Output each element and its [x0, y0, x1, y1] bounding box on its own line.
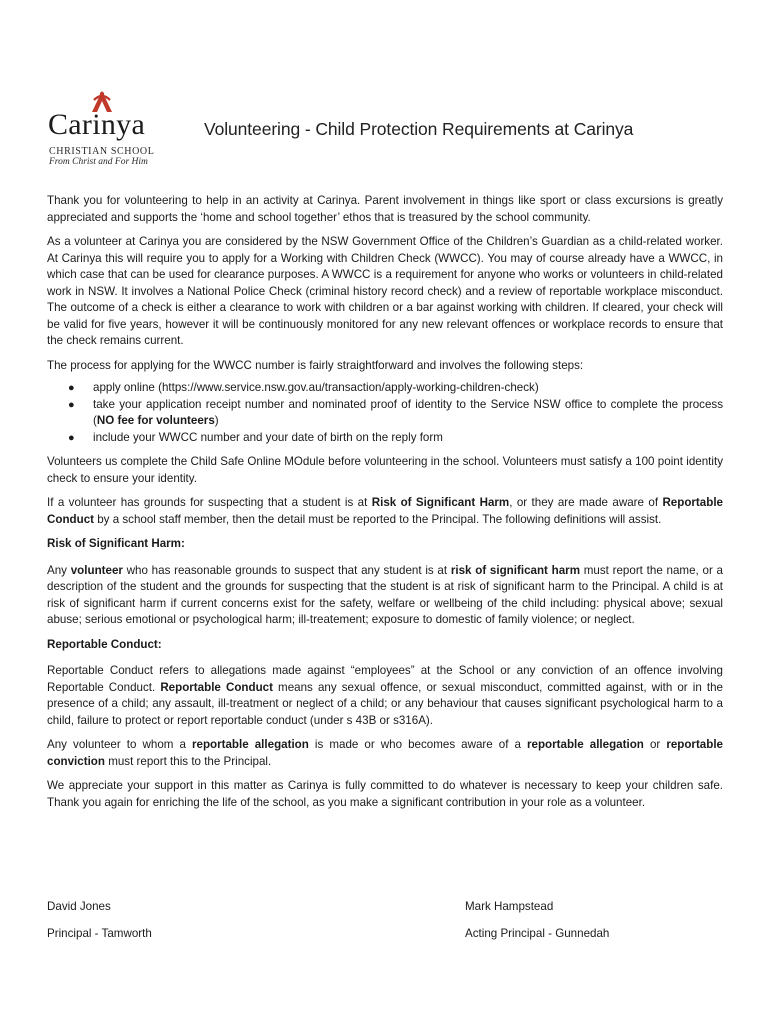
text-run: who has reasonable grounds to suspect that any student is at: [122, 563, 451, 577]
bullet-icon: ●: [68, 398, 75, 411]
allegation-paragraph: [47, 737, 723, 770]
no-fee-emphasis: NO fee for volunteers: [96, 414, 215, 427]
bold-run: Reportable Conduct: [47, 496, 723, 526]
logo-name: Carinya: [48, 108, 146, 141]
text-run: or: [643, 738, 667, 751]
bold-run: reportable allegation: [527, 738, 644, 751]
step-text: include your WWCC number and your date of birth on the reply form: [93, 430, 443, 444]
text-run: means any sexual offence, or sexual misconduct, committed against, with or in the presence of a child; any assault, ill-treatment or neglect of a child; or any behaviour that causes significant psychological harm to a child, failure to protect or report reportable conduct (under s 43B or s316A).: [47, 680, 723, 727]
text-run: , or they are made aware of: [509, 496, 663, 509]
signatory-title-right: Acting Principal - Gunnedah: [465, 927, 610, 940]
logo-motto: From Christ and For Him: [49, 157, 148, 167]
step-text: apply online (https://www.service.nsw.gov.au/transaction/apply-working-children-check): [93, 381, 539, 394]
text-run: Any volunteer to whom a: [47, 738, 192, 751]
process-paragraph: The process for applying for the WWCC number is fairly straightforward and involves the following steps:: [47, 358, 584, 372]
text-run: must report this to the Principal.: [104, 754, 272, 768]
list-item: [68, 397, 723, 430]
document-title: Volunteering - Child Protection Requirements at Carinya: [204, 119, 634, 139]
bullet-icon: ●: [68, 431, 75, 444]
signatory-title-left: Principal - Tamworth: [47, 927, 152, 940]
signatory-name-left: David Jones: [47, 900, 111, 913]
step-text: ): [214, 414, 219, 427]
bold-run: Risk of Significant Harm: [371, 496, 510, 509]
list-item: [68, 380, 723, 397]
text-run: If a volunteer has grounds for suspecting that a student is at: [47, 496, 372, 509]
text-run: Reportable Conduct refers to allegations made against “employees” at the School or any conviction of an offence involving Reportable Conduct.: [47, 664, 723, 694]
logo-school: CHRISTIAN SCHOOL: [49, 146, 155, 157]
bold-run: risk of significant harm: [450, 563, 580, 577]
signatory-name-right: Mark Hampstead: [465, 900, 554, 913]
document-body: [47, 193, 723, 819]
closing-paragraph: We appreciate your support in this matter as Carinya is fully committed to do whatever is necessary to keep your children safe. Thank you again for enriching the life of the school, as you make a significant contribution in your role as a volunteer.: [47, 779, 723, 809]
section-heading-harm: Risk of Significant Harm:: [47, 537, 185, 550]
bold-run: reportable allegation: [191, 738, 309, 751]
text-run: must report the name, or a description of the student and the grounds for suspecting that the student is at risk of significant harm to the Principal. A child is at risk of significant harm if current concerns exist for the safety, welfare or wellbeing of the child including: physical above; sexual abuse; serious emotional or psychological harm; ill-treatement; exposure to domestic of family violence; or neglect.: [47, 563, 723, 626]
text-run: by a school staff member, then the detail must be reported to the Principal. The following definitions will assist.: [94, 512, 662, 526]
module-paragraph: Volunteers us complete the Child Safe Online MOdule before volunteering in the school. Volunteers must satisfy a 100 point identity check to ensure your identity.: [47, 455, 723, 485]
carinya-logo: [44, 88, 174, 174]
section-heading-conduct: Reportable Conduct:: [47, 637, 162, 651]
bold-run: Reportable Conduct: [160, 680, 273, 694]
harm-paragraph: [47, 563, 723, 629]
conduct-paragraph: [47, 663, 723, 729]
intro-paragraph: Thank you for volunteering to help in an activity at Carinya. Parent involvement in things like sport or class excursions is greatly appreciated and supports the ‘home and school together’ ethos that is treasured by the school community.: [47, 194, 723, 224]
step-text: take your application receipt number and nominated proof of identity to the Service NSW office to complete the process (: [93, 397, 723, 427]
grounds-paragraph: [47, 495, 723, 528]
bold-run: reportable conviction: [47, 738, 724, 768]
text-run: Any: [47, 563, 71, 577]
bullet-icon: ●: [68, 382, 75, 394]
list-item: [68, 430, 723, 447]
bold-run: volunteer: [70, 563, 123, 577]
wwcc-paragraph: As a volunteer at Carinya you are considered by the NSW Government Office of the Children’s Guardian as a child-related worker. At Carinya this will require you to apply for a Working with Children Check (WWCC). You may of course already have a WWCC, in which case that can be used for clearance purposes. A WWCC is a requirement for anyone who works or volunteers in child-related work in NSW. It involves a National Police Check (criminal history record check) and a review of reportable workplace misconduct. The outcome of a check is either a clearance to work with children or a bar against working with children. If cleared, your check will be valid for five years, however it will be continuously monitored for any new relevant offences or workplace records to ensure that the check remains current.: [47, 235, 723, 347]
text-run: is made or who becomes aware of a: [308, 738, 528, 751]
steps-list: [47, 380, 723, 446]
